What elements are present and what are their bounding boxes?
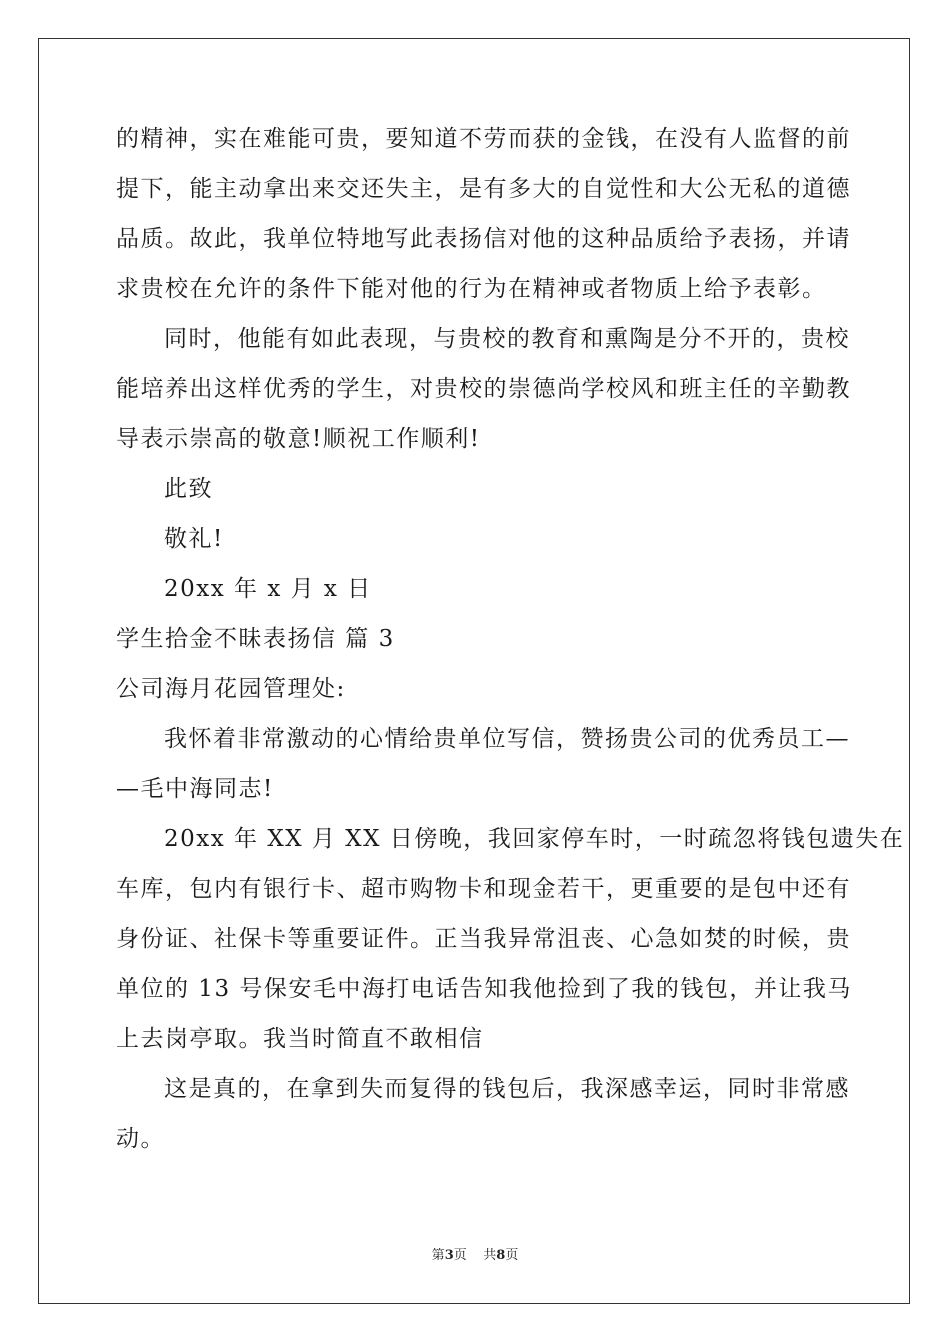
current-page-number: 3 <box>444 1248 454 1263</box>
paragraph-line: 能培养出这样优秀的学生，对贵校的崇德尚学校风和班主任的辛勤教 <box>116 376 851 402</box>
paragraph-line: 车库，包内有银行卡、超市购物卡和现金若干，更重要的是包中还有 <box>116 876 851 902</box>
paragraph-line: —毛中海同志! <box>116 776 274 802</box>
paragraph-line: 上去岗亭取。我当时简直不敢相信 <box>116 1026 484 1052</box>
letter-date: 20xx 年 x 月 x 日 <box>164 576 372 602</box>
paragraph-line: 提下，能主动拿出来交还失主，是有多大的自觉性和大公无私的道德 <box>116 176 851 202</box>
paragraph-line: 品质。故此，我单位特地写此表扬信对他的这种品质给予表扬，并请 <box>116 226 851 252</box>
paragraph-line: 动。 <box>116 1126 165 1152</box>
page-suffix: 页 <box>505 1248 519 1263</box>
paragraph-line: 导表示崇高的敬意!顺祝工作顺利! <box>116 426 481 452</box>
total-page-number: 8 <box>496 1248 506 1263</box>
page-prefix: 第 <box>431 1248 445 1263</box>
paragraph-line: 单位的 13 号保安毛中海打电话告知我他捡到了我的钱包，并让我马 <box>116 976 852 1002</box>
paragraph-line: 同时，他能有如此表现，与贵校的教育和熏陶是分不开的，贵校 <box>164 326 850 352</box>
section-heading: 学生拾金不昧表扬信 篇 3 <box>116 626 395 652</box>
paragraph-line: 20xx 年 XX 月 XX 日傍晚，我回家停车时，一时疏忽将钱包遗失在 <box>164 826 905 852</box>
letter-recipient: 公司海月花园管理处: <box>116 676 346 702</box>
closing-regards: 敬礼! <box>164 526 224 552</box>
page-mid-text: 页 共 <box>453 1248 497 1263</box>
paragraph-line: 的精神，实在难能可贵，要知道不劳而获的金钱，在没有人监督的前 <box>116 126 851 152</box>
paragraph-line: 这是真的，在拿到失而复得的钱包后，我深感幸运，同时非常感 <box>164 1076 850 1102</box>
paragraph-line: 身份证、社保卡等重要证件。正当我异常沮丧、心急如焚的时候，贵 <box>116 926 851 952</box>
closing-salutation: 此致 <box>164 476 213 502</box>
paragraph-line: 我怀着非常激动的心情给贵单位写信，赞扬贵公司的优秀员工— <box>164 726 850 752</box>
page-number-footer <box>0 1247 950 1265</box>
paragraph-line: 求贵校在允许的条件下能对他的行为在精神或者物质上给予表彰。 <box>116 276 827 302</box>
